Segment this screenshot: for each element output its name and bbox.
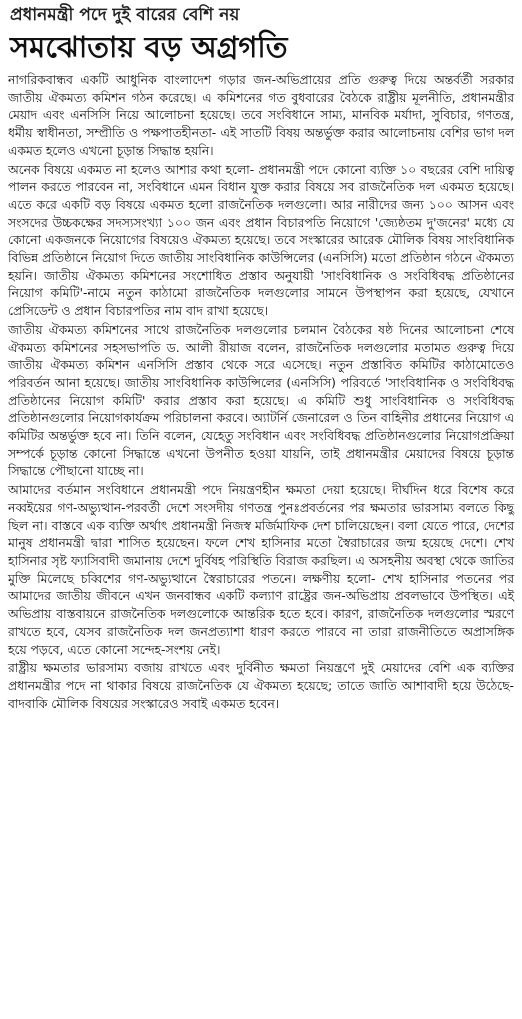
article-headline: সমঝোতায় বড় অগ্রগতি <box>10 30 288 64</box>
article-paragraph-3: জাতীয় ঐকমত্য কমিশনের সাথে রাজনৈতিক দলগুলোর চলমান বৈঠকের ষষ্ঠ দিনের আলোচনা শেষে ঐকমত্য কমিশনের সহসভাপতি ড. আলী রীয়াজ বলেন, রাজনৈতিক দলগুলোর মতামত গুরুত্ব দিয়ে জাতীয় ঐকমত্য কমিশন এনসিসি প্রস্তাব থেকে সরে এসেছে। নতুন প্রস্তাবিত কমিটির কাঠামোতেও পরিবর্তন আনা হয়েছে। জাতীয় সাংবিধানিক কাউন্সিলের (এনসিসি) পরিবর্তে 'সাংবিধানিক ও সংবিধিবদ্ধ প্রতিষ্ঠানের নিয়োগ কমিটি' করার প্রস্তাব করা হয়েছে। এ কমিটি শুধু সাংবিধানিক ও সংবিধিবদ্ধ প্রতিষ্ঠানগুলোর নিয়োগকার্যক্রম পরিচালনা করবে। অ্যাটর্নি জেনারেল ও তিন বাহিনীর প্রধানের নিয়োগ এ কমিটির অন্তর্ভুক্ত হবে না। তিনি বলেন, যেহেতু সংবিধান এবং সংবিধিবদ্ধ প্রতিষ্ঠানগুলোর নিয়োগপ্রক্রিয়া সম্পর্কে চূড়ান্ত কোনো সিদ্ধান্তে এখনো উপনীত হওয়া যায়নি, তাই প্রধানমন্ত্রীর মেয়াদের বিষয়ে চূড়ান্ত সিদ্ধান্তে পৌছানো যাচ্ছে না। <box>8 322 514 479</box>
article-paragraph-4: আমাদের বর্তমান সংবিধানে প্রধানমন্ত্রী পদে নিয়ন্ত্রণহীন ক্ষমতা দেয়া হয়েছে। দীর্ঘদিন ধরে বিশেষ করে নব্বইয়ের গণ-অভ্যুত্থান-পরবর্তী দেশে সংসদীয় গণতন্ত্র পুনঃপ্রবর্তনের পর ক্ষমতার ভারসাম্য বলতে কিছু ছিল না। বাস্তবে এক ব্যক্তি অর্থাৎ প্রধানমন্ত্রী নিজস্ব মর্জিমাফিক দেশ চালিয়েছেন। বলা যেতে পারে, দেশের মানুষ প্রধানমন্ত্রী দ্বারা শাসিত হয়েছেন। ফলে শেখ হাসিনার মতো স্বৈরাচারের জন্ম হয়েছে দেশে। শেখ হাসিনার সৃষ্ট ফ্যাসিবাদী জমানায় দেশে দুর্বিষহ পরিস্থিতি বিরাজ করছিল। এ অসহনীয় অবস্থা থেকে জাতির মুক্তি মিলেছে চব্বিশের গণ-অভ্যুত্থানে স্বৈরাচারের পতনে। লক্ষণীয় হলো- শেখ হাসিনার পতনের পর আমাদের জাতীয় জীবনে এখন জনবান্ধব একটি কল্যাণ রাষ্ট্রের জন-অভিপ্রায় প্রবলভাবে উপস্থিত। এই অভিপ্রায় বাস্তবায়নে রাজনৈতিক দলগুলোকে আন্তরিক হতে হবে। কারণ, রাজনৈতিক দলগুলোর স্মরণে রাখতে হবে, যেসব রাজনৈতিক দল জনপ্রত্যাশা ধারণ করতে পারবে না তারা রাজনীতিতে অপ্রাসঙ্গিক হয়ে পড়বে, এতে কোনো সন্দেহ-সংশয় নেই। <box>8 483 514 657</box>
article-subheadline: প্রধানমন্ত্রী পদে দুই বারের বেশি নয় <box>10 5 240 25</box>
article-paragraph-2: অনেক বিষয়ে একমত না হলেও আশার কথা হলো- প্রধানমন্ত্রী পদে কোনো ব্যক্তি ১০ বছরের বেশি দায়িত্ব পালন করতে পারবেন না, সংবিধানে এমন বিধান যুক্ত করার বিষয়ে সব রাজনৈতিক দল একমত হয়েছে। এতে করে একটি বড় বিষয়ে একমত হলো রাজনৈতিক দলগুলো। আর নারীদের জন্য ১০০ আসন এবং সংসদের উচ্চকক্ষের সদস্যসংখ্যা ১০০ জন এবং প্রধান বিচারপতি নিয়োগে 'জ্যেষ্ঠতম দু'জনের' মধ্যে যে কোনো একজনকে নিয়োগের বিষয়েও ঐকমত্য হয়েছে। তবে সংস্কারের আরেক মৌলিক বিষয় সাংবিধানিক বিভিন্ন প্রতিষ্ঠানে নিয়োগ দিতে জাতীয় সাংবিধানিক কাউন্সিলের (এনসিসি) মতো প্রতিষ্ঠান গঠনে ঐকমত্য হয়নি। জাতীয় ঐকমত্য কমিশনের সংশোধিত প্রস্তাব অনুযায়ী 'সাংবিধানিক ও সংবিধিবদ্ধ প্রতিষ্ঠানের নিয়োগ কমিটি'-নামে নতুন কাঠামো রাজনৈতিক দলগুলোর সামনে উপস্থাপন করা হয়েছে, যেখানে প্রেসিডেন্ট ও প্রধান বিচারপতির নাম বাদ রাখা হয়েছে। <box>8 162 514 319</box>
article-paragraph-5: রাষ্ট্রীয় ক্ষমতার ভারসাম্য বজায় রাখতে এবং দুর্বিনীত ক্ষমতা নিয়ন্ত্রণে দুই মেয়াদের বেশি এক ব্যক্তির প্রধানমন্ত্রীর পদে না থাকার বিষয়ে রাজনৈতিক যে ঐকমত্য হয়েছে; তাতে জাতি আশাবাদী হয়ে উঠেছে- বাদবাকি মৌলিক বিষয়ের সংস্কারেও সবাই একমত হবেন। <box>8 661 514 711</box>
article-paragraph-1: নাগরিকবান্ধব একটি আধুনিক বাংলাদেশ গড়ার জন-অভিপ্রায়ের প্রতি গুরুত্ব দিয়ে অন্তর্বর্তী সরকার জাতীয় ঐকমত্য কমিশন গঠন করেছে। এ কমিশনের গত বুধবারের বৈঠকে রাষ্ট্রীয় মূলনীতি, প্রধানমন্ত্রীর মেয়াদ এবং এনসিসি নিয়ে আলোচনা হয়েছে। তবে সংবিধানে সাম্য, মানবিক মর্যাদা, সুবিচার, গণতন্ত্র, ধর্মীয় স্বাধীনতা, সম্প্রীতি ও পক্ষপাতহীনতা- এই সাতটি বিষয় অন্তর্ভুক্ত করার আলোচনায় বেশির ভাগ দল একমত হলেও এখনো চূড়ান্ত সিদ্ধান্ত হয়নি। <box>8 73 514 158</box>
